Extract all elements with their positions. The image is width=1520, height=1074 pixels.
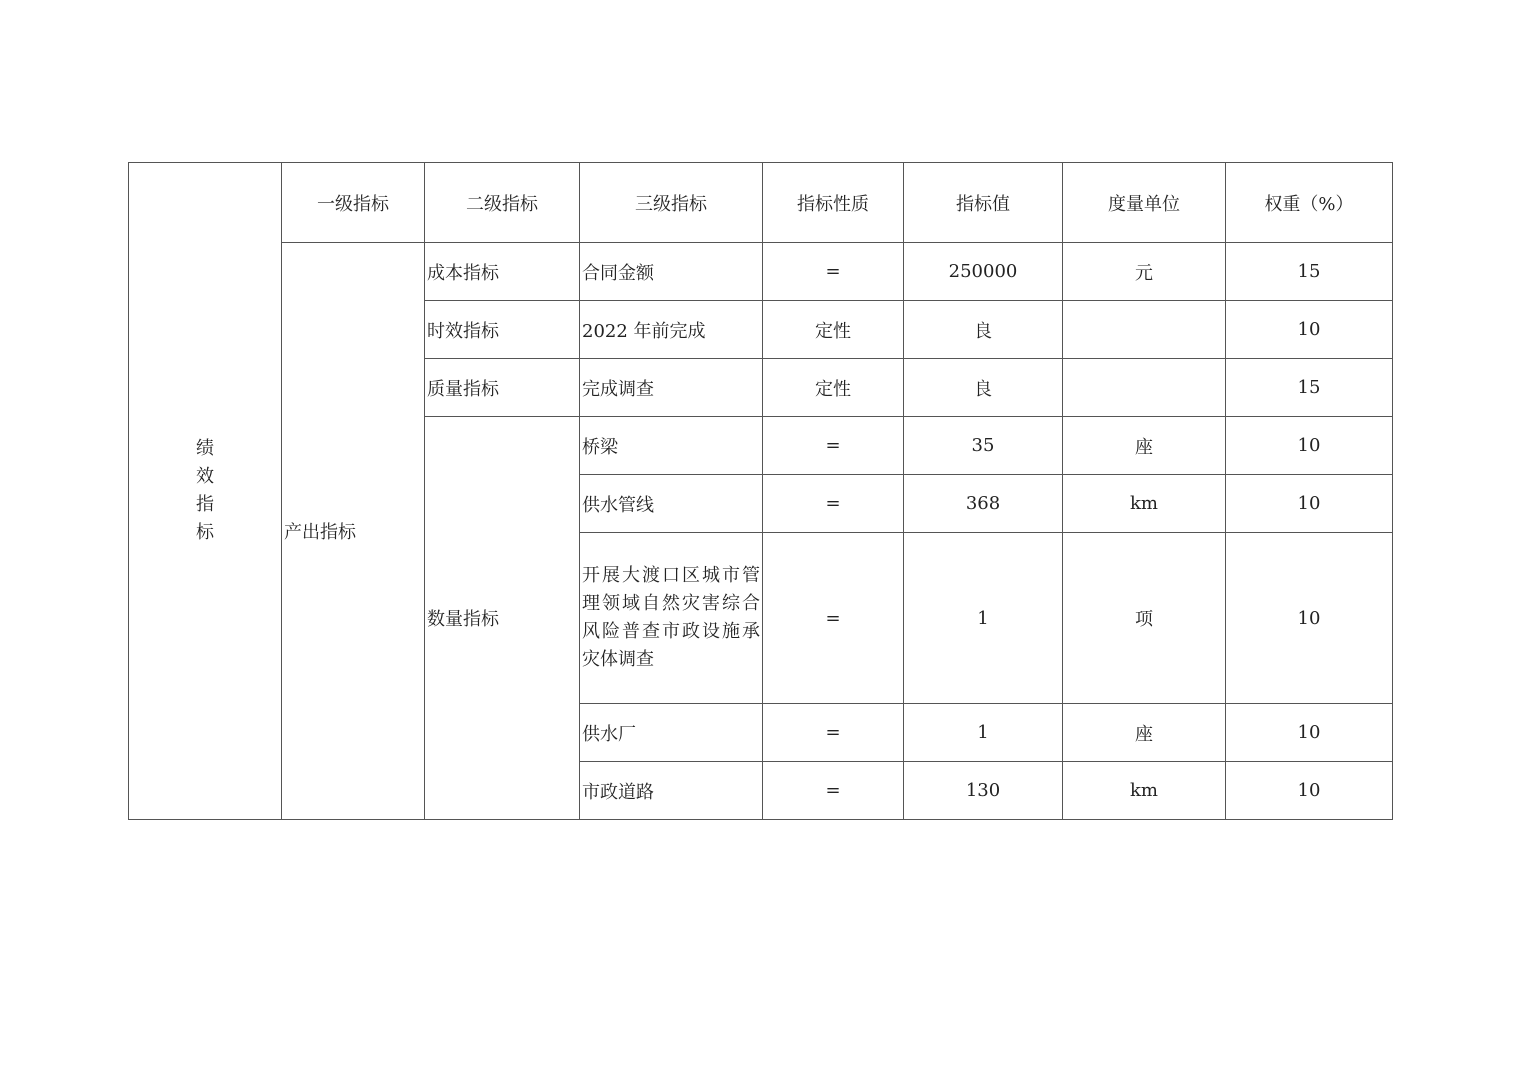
header-row [129, 163, 1393, 243]
unit-cell: 项 [1063, 533, 1226, 704]
performance-indicator-table [128, 162, 1393, 820]
unit-cell [1063, 359, 1226, 417]
value-cell: 1 [904, 533, 1063, 704]
weight-cell: 15 [1226, 359, 1393, 417]
weight-cell: 10 [1226, 704, 1393, 762]
header-value: 指标值 [904, 163, 1063, 243]
unit-cell [1063, 301, 1226, 359]
level2-timeliness-cell: 时效指标 [425, 301, 580, 359]
side-label-char: 标 [196, 522, 214, 543]
weight-cell: 10 [1226, 417, 1393, 475]
header-level3: 三级指标 [580, 163, 763, 243]
table-row [129, 243, 1393, 301]
side-label-char: 效 [196, 466, 214, 487]
nature-cell: = [763, 417, 904, 475]
header-unit: 度量单位 [1063, 163, 1226, 243]
unit-cell: 座 [1063, 704, 1226, 762]
unit-cell: km [1063, 762, 1226, 820]
level2-quality-cell: 质量指标 [425, 359, 580, 417]
weight-cell: 10 [1226, 475, 1393, 533]
level3-cell: 开展大渡口区城市管理领域自然灾害综合风险普查市政设施承灾体调查 [580, 533, 763, 704]
value-cell: 1 [904, 704, 1063, 762]
value-cell: 250000 [904, 243, 1063, 301]
value-cell: 良 [904, 359, 1063, 417]
side-label-char: 绩 [196, 438, 214, 459]
value-cell: 35 [904, 417, 1063, 475]
header-level1: 一级指标 [282, 163, 425, 243]
level3-cell: 市政道路 [580, 762, 763, 820]
level2-quantity-cell: 数量指标 [425, 417, 580, 820]
nature-cell: = [763, 704, 904, 762]
side-label-char: 指 [196, 494, 214, 515]
header-weight: 权重（%） [1226, 163, 1393, 243]
nature-cell: 定性 [763, 301, 904, 359]
level3-cell: 合同金额 [580, 243, 763, 301]
header-nature: 指标性质 [763, 163, 904, 243]
weight-cell: 15 [1226, 243, 1393, 301]
nature-cell: = [763, 762, 904, 820]
level3-cell: 2022 年前完成 [580, 301, 763, 359]
level3-cell: 桥梁 [580, 417, 763, 475]
level3-cell: 供水厂 [580, 704, 763, 762]
unit-cell: 座 [1063, 417, 1226, 475]
nature-cell: 定性 [763, 359, 904, 417]
weight-cell: 10 [1226, 301, 1393, 359]
value-cell: 良 [904, 301, 1063, 359]
nature-cell: = [763, 533, 904, 704]
value-cell: 368 [904, 475, 1063, 533]
level2-cost-cell: 成本指标 [425, 243, 580, 301]
value-cell: 130 [904, 762, 1063, 820]
weight-cell: 10 [1226, 762, 1393, 820]
unit-cell: 元 [1063, 243, 1226, 301]
level3-cell: 供水管线 [580, 475, 763, 533]
nature-cell: = [763, 475, 904, 533]
unit-cell: km [1063, 475, 1226, 533]
header-level2: 二级指标 [425, 163, 580, 243]
level3-cell: 完成调查 [580, 359, 763, 417]
side-label-cell [129, 163, 282, 820]
nature-cell: = [763, 243, 904, 301]
level1-cell: 产出指标 [282, 243, 425, 820]
weight-cell: 10 [1226, 533, 1393, 704]
